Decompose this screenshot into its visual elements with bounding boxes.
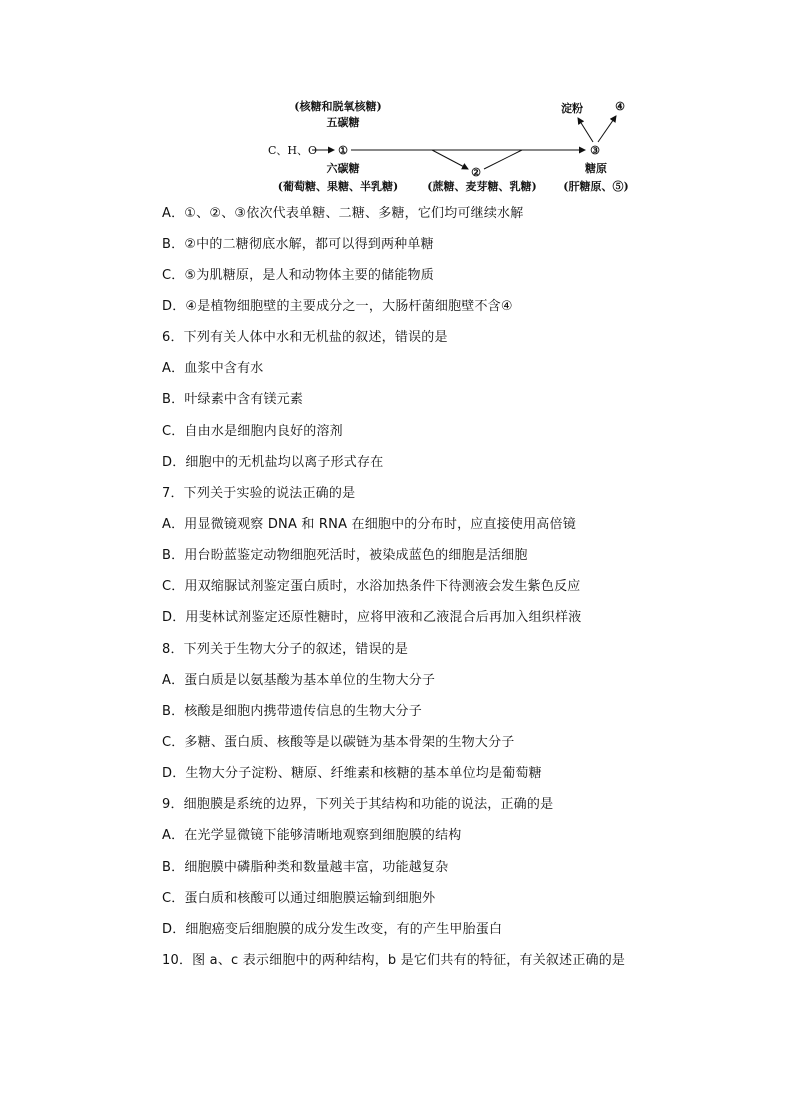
starch-label: 淀粉 [561, 102, 583, 115]
text-line: A．①、②、③依次代表单糖、二糖、多糖，它们均可继续水解 [162, 206, 524, 221]
text-line: B．核酸是细胞内携带遗传信息的生物大分子 [162, 704, 422, 719]
node-1: ① [338, 144, 348, 157]
to-starch-arrow [578, 118, 593, 142]
to-node-2-arrow [432, 150, 468, 169]
text-line: B．细胞膜中磷脂种类和数量越丰富，功能越复杂 [162, 860, 449, 875]
node-3: ③ [590, 144, 600, 157]
text-line: 9．细胞膜是系统的边界，下列关于其结构和功能的说法，正确的是 [162, 797, 554, 812]
text-line: D．细胞癌变后细胞膜的成分发生改变，有的产生甲胎蛋白 [162, 922, 503, 937]
text-line: B．叶绿素中含有镁元素 [162, 392, 304, 407]
text-line: B．②中的二糖彻底水解，都可以得到两种单糖 [162, 237, 434, 252]
to-node-4-arrow [598, 116, 616, 142]
text-line: D．生物大分子淀粉、糖原、纤维素和核糖的基本单位均是葡萄糖 [162, 766, 542, 781]
text-line: C．用双缩脲试剂鉴定蛋白质时，水浴加热条件下待测液会发生紫色反应 [162, 579, 581, 594]
from-node-2-line [484, 150, 522, 169]
text-line: 7．下列关于实验的说法正确的是 [162, 486, 356, 501]
text-line: D．用斐林试剂鉴定还原性糖时，应将甲液和乙液混合后再加入组织样液 [162, 610, 582, 625]
text-line: C．自由水是细胞内良好的溶剂 [162, 424, 343, 439]
text-line: A．在光学显微镜下能够清晰地观察到细胞膜的结构 [162, 828, 462, 843]
text-line: C．多糖、蛋白质、核酸等是以碳链为基本骨架的生物大分子 [162, 735, 515, 750]
text-line: B．用台盼蓝鉴定动物细胞死活时，被染成蓝色的细胞是活细胞 [162, 548, 528, 563]
sugar-classification-diagram [260, 96, 650, 200]
hexose-examples-label: (葡萄糖、果糖、半乳糖) [277, 180, 399, 193]
disaccharide-examples-label: (蔗糖、麦芽糖、乳糖) [427, 180, 537, 193]
elements-label: C、H、O [268, 144, 318, 157]
text-line: 6．下列有关人体中水和无机盐的叙述，错误的是 [162, 330, 448, 345]
text-line: A．蛋白质是以氨基酸为基本单位的生物大分子 [162, 673, 436, 688]
text-line: C．蛋白质和核酸可以通过细胞膜运输到细胞外 [162, 891, 436, 906]
text-line: 8．下列关于生物大分子的叙述，错误的是 [162, 642, 409, 657]
node-4: ④ [615, 100, 625, 113]
node-2: ② [471, 166, 481, 179]
glycogen-examples-label: (肝糖原、⑤) [563, 180, 629, 193]
diagram-svg [260, 96, 650, 200]
text-line: 10．图 a、c 表示细胞中的两种结构，b 是它们共有的特征，有关叙述正确的是 [162, 953, 626, 968]
text-line: A．血浆中含有水 [162, 361, 264, 376]
pentose-label: 五碳糖 [326, 116, 360, 129]
text-line: D．④是植物细胞壁的主要成分之一，大肠杆菌细胞壁不含④ [162, 299, 513, 314]
glycogen-label: 糖原 [585, 162, 607, 175]
pentose-examples-label: (核糖和脱氧核糖) [294, 100, 382, 113]
hexose-label: 六碳糖 [326, 162, 360, 175]
text-line: A．用显微镜观察 DNA 和 RNA 在细胞中的分布时，应直接使用高倍镜 [162, 517, 576, 532]
text-line: C．⑤为肌糖原，是人和动物体主要的储能物质 [162, 268, 434, 283]
text-line: D．细胞中的无机盐均以离子形式存在 [162, 455, 384, 470]
